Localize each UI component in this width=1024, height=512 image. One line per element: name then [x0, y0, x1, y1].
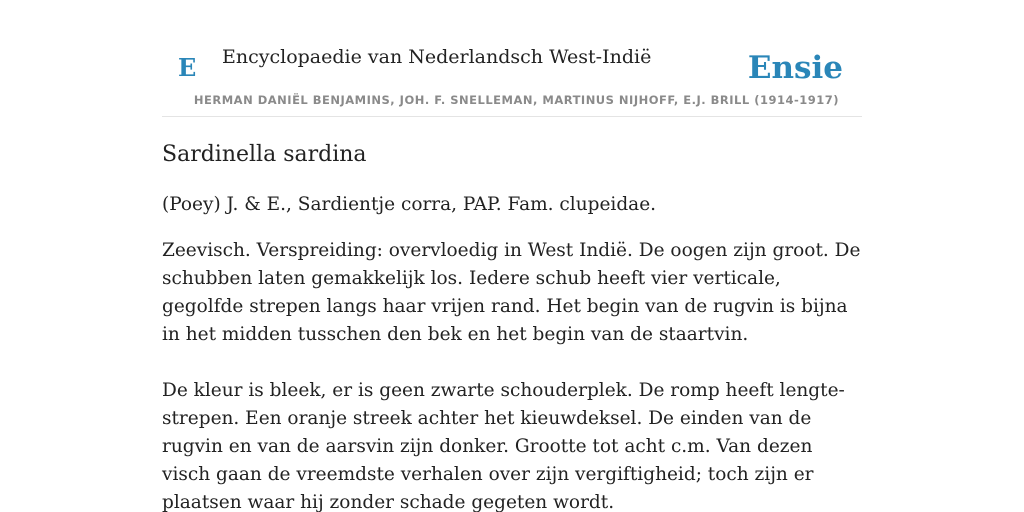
entry-paragraph: De kleur is bleek, er is geen zwarte schouderplek. De romp heeft lengte-strepen. Een oranje streek achter het kieuwdeksel. De einden van de rugvin en van de aarsvin zijn donker. Grootte tot acht c.m. Van dezen visch gaan de vreemdste verhalen over zijn vergiftigheid; toch zijn er plaatsen waar hij zonder schade gegeten wordt. — [162, 380, 845, 512]
header — [162, 0, 862, 117]
encyclopedia-title: Encyclopaedie van Nederlandsch West-Indië — [222, 46, 652, 68]
entry-content — [162, 139, 866, 512]
authors-line: HERMAN DANIËL BENJAMINS, JOH. F. SNELLEMAN, MARTINUS NIJHOFF, E.J. BRILL (1914-1917) — [193, 93, 839, 107]
entry-paragraph: Zeevisch. Verspreiding: overvloedig in West Indië. De oogen zijn groot. De schubben laten gemakkelijk los. Iedere schub heeft vier verticale, gegolfde strepen langs haar vrijen rand. Het begin van de rugvin is bijna in het midden tusschen den bek en het begin van de staartvin. — [162, 240, 861, 345]
ensie-brand-link[interactable]: Ensie — [747, 50, 843, 86]
encyclopedia-logo-link[interactable]: E — [178, 53, 197, 82]
entry-title: Sardinella sardina — [162, 142, 367, 167]
entry-subtitle: (Poey) J. & E., Sardientje corra, PAP. Fam. clupeidae. — [162, 194, 657, 215]
